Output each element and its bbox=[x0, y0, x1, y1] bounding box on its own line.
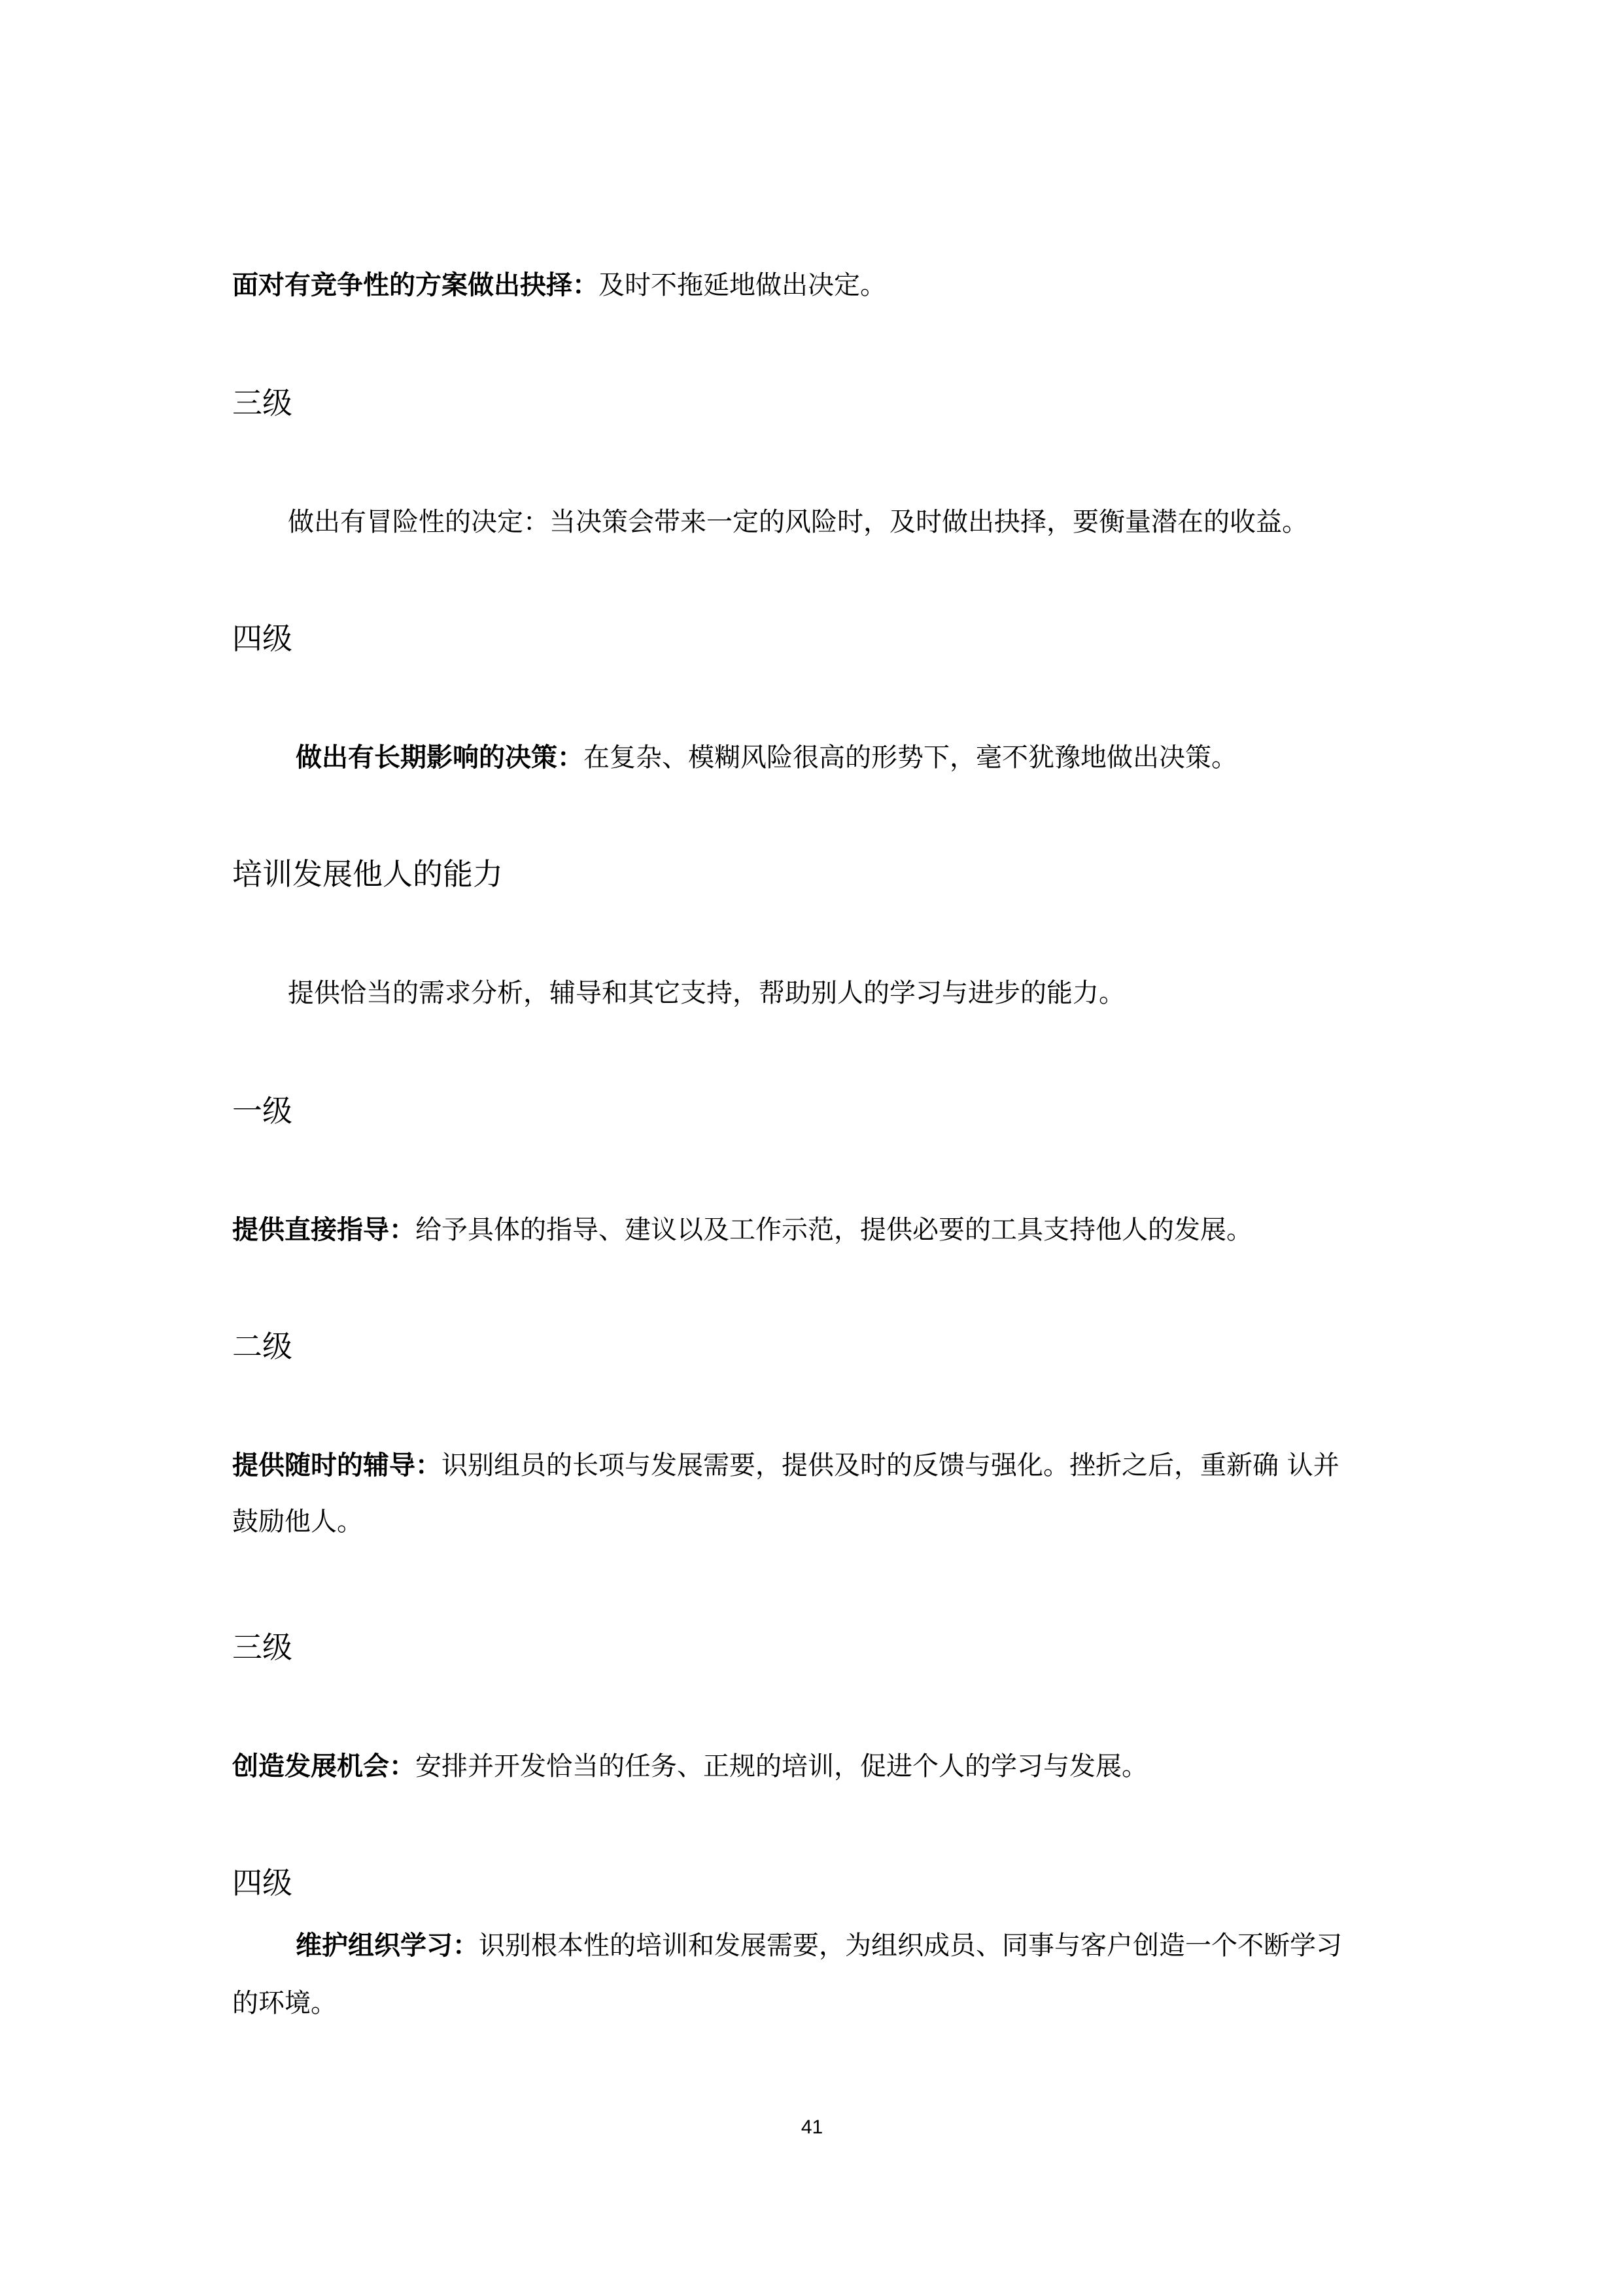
paragraph-ongoing-coaching bbox=[232, 1447, 1339, 1484]
paragraph-lead: 做出有长期影响的决策： bbox=[296, 743, 583, 773]
heading-level-2: 二级 bbox=[232, 1329, 292, 1364]
paragraph-text: 在复杂、模糊风险很高的形势下，毫不犹豫地做出决策。 bbox=[583, 743, 1237, 773]
paragraph-text: 及时不拖延地做出决定。 bbox=[598, 270, 886, 300]
heading-level-4: 四级 bbox=[232, 621, 292, 656]
page-number: 41 bbox=[801, 2116, 823, 2138]
paragraph-long-term-decision bbox=[296, 739, 1237, 776]
paragraph-lead: 维护组织学习： bbox=[296, 1931, 479, 1961]
heading-level-4: 四级 bbox=[232, 1865, 292, 1901]
paragraph-section-description: 提供恰当的需求分析，辅导和其它支持，帮助别人的学习与进步的能力。 bbox=[288, 978, 1125, 1008]
paragraph-text: 给予具体的指导、建议以及工作示范，提供必要的工具支持他人的发展。 bbox=[415, 1215, 1253, 1245]
paragraph-competing-options bbox=[232, 267, 886, 304]
heading-level-3: 三级 bbox=[232, 1630, 292, 1665]
paragraph-ongoing-coaching-continued: 鼓励他人。 bbox=[232, 1507, 363, 1537]
section-title-develop-others: 培训发展他人的能力 bbox=[232, 856, 503, 892]
paragraph-lead: 面对有竞争性的方案做出抉择： bbox=[232, 270, 598, 300]
paragraph-text: 识别组员的长项与发展需要，提供及时的反馈与强化。挫折之后，重新确 认并 bbox=[441, 1450, 1339, 1480]
paragraph-text: 识别根本性的培训和发展需要，为组织成员、同事与客户创造一个不断学习 bbox=[479, 1931, 1342, 1961]
paragraph-lead: 提供随时的辅导： bbox=[232, 1450, 441, 1480]
paragraph-text: 安排并开发恰当的任务、正规的培训，促进个人的学习与发展。 bbox=[415, 1751, 1148, 1781]
paragraph-organizational-learning-continued: 的环境。 bbox=[232, 1988, 337, 2018]
paragraph-development-opportunities bbox=[232, 1748, 1148, 1785]
paragraph-lead: 提供直接指导： bbox=[232, 1215, 415, 1245]
paragraph-risky-decision: 做出有冒险性的决定：当决策会带来一定的风险时，及时做出抉择，要衡量潜在的收益。 bbox=[288, 507, 1308, 537]
paragraph-lead: 创造发展机会： bbox=[232, 1751, 415, 1781]
heading-level-3: 三级 bbox=[232, 385, 292, 421]
heading-level-1: 一级 bbox=[232, 1093, 292, 1129]
paragraph-direct-guidance bbox=[232, 1212, 1253, 1248]
paragraph-organizational-learning bbox=[296, 1927, 1342, 1964]
